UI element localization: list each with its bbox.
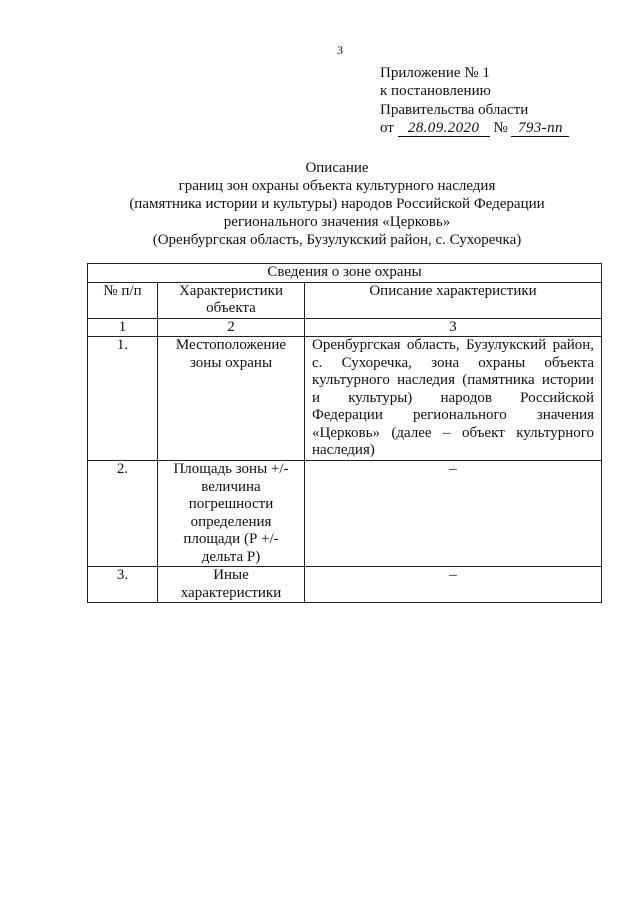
table-row <box>88 461 602 567</box>
number-prefix: № <box>493 119 508 136</box>
header-characteristic: Характеристики объекта <box>158 282 305 318</box>
appendix-date-number-line <box>380 119 605 137</box>
title-line: регионального значения «Церковь» <box>223 214 451 230</box>
row-characteristic: Иные характеристики <box>158 567 305 603</box>
row-description: – <box>305 567 602 603</box>
appendix-block <box>380 64 605 137</box>
row-description: Оренбургская область, Бузулукский район, с. Сухоречка, зона охраны объекта культурного наследия (памятника истории и культуры) народов Российской Федерации регионального значения «Церковь» (далее – объект культурного наследия) <box>305 337 602 461</box>
row-number: 1. <box>88 337 158 461</box>
column-number: 3 <box>305 318 602 337</box>
row-characteristic: Местоположение зоны охраны <box>158 337 305 461</box>
appendix-reference: к постановлению <box>380 83 491 100</box>
protection-zone-table <box>87 263 602 603</box>
table-row <box>88 337 602 461</box>
header-number: № п/п <box>88 282 158 318</box>
row-number: 2. <box>88 461 158 567</box>
date-prefix: от <box>380 119 394 136</box>
handwritten-date: 28.09.2020 <box>398 121 490 137</box>
page-number: 3 <box>337 43 343 57</box>
table-header-row <box>88 282 602 318</box>
header-description: Описание характеристики <box>305 282 602 318</box>
title-line: Описание <box>305 160 369 176</box>
column-number-row <box>88 318 602 337</box>
row-description: – <box>305 461 602 567</box>
title-line: (Оренбургская область, Бузулукский район, с. Сухоречка) <box>152 232 522 248</box>
appendix-authority: Правительства области <box>380 101 529 118</box>
table-caption: Сведения о зоне охраны <box>88 264 602 283</box>
row-characteristic: Площадь зоны +/- величина погрешности определения площади (Р +/- дельта Р) <box>158 461 305 567</box>
appendix-title: Приложение № 1 <box>380 65 490 81</box>
table-row <box>88 567 602 603</box>
document-title <box>87 159 587 249</box>
row-number: 3. <box>88 567 158 603</box>
table-caption-row <box>88 264 602 283</box>
handwritten-number: 793-пп <box>511 121 569 137</box>
column-number: 2 <box>158 318 305 337</box>
column-number: 1 <box>88 318 158 337</box>
title-line: (памятника истории и культуры) народов Российской Федерации <box>129 196 545 212</box>
title-line: границ зон охраны объекта культурного наследия <box>178 178 496 194</box>
